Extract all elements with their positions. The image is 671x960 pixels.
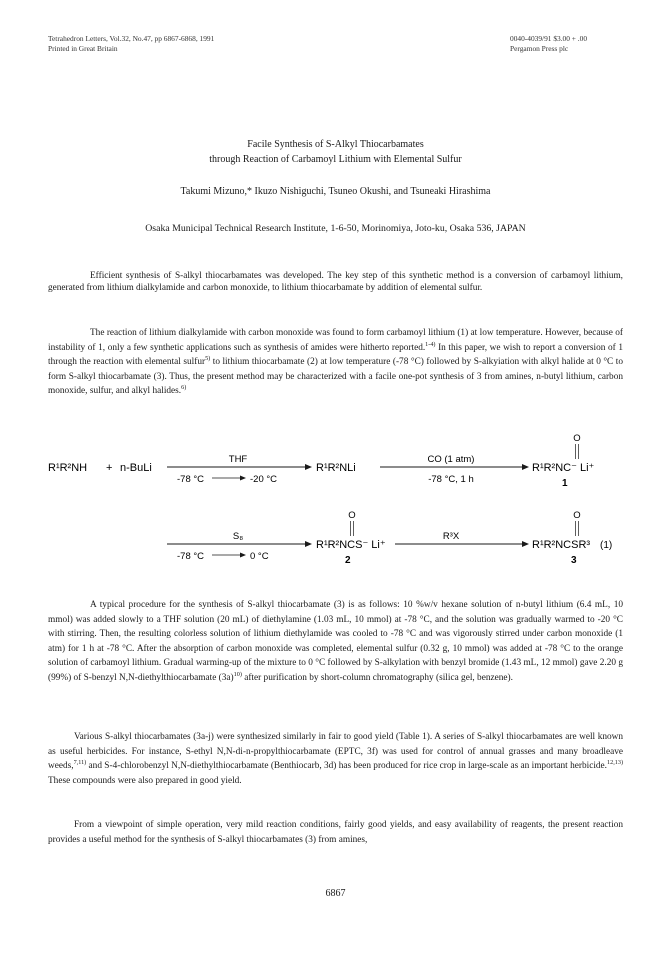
arrow3-reagent: S₈ <box>232 531 244 542</box>
product-s-alkyl-thiocarbamate: R¹R²NCSR³ <box>532 539 591 551</box>
arrow4-head <box>522 541 529 547</box>
arrow3-temp-to: 0 °C <box>250 551 269 562</box>
arrow1-temp-from: -78 °C <box>177 474 205 485</box>
paragraph-conclusion: From a viewpoint of simple operation, very mild reaction conditions, fairly good yields, and easy availability of reagents, the present reaction provides a useful method for the synthesis of S-alkyl thiocarbamates (3) from amines, <box>48 820 623 845</box>
para3-text-b: and S-4-chlorobenzyl N,N-diethylthiocarbamate (Benthiocarb, 3d) has been produced for rice crop in large-scale as an important herbicide. <box>86 761 608 772</box>
arrow1-temp-to: -20 °C <box>250 474 278 485</box>
paragraph-herbicides <box>48 730 623 788</box>
intermediate-amide: R¹R²NLi <box>316 462 356 474</box>
compound-label-2: 2 <box>345 555 351 566</box>
page-number: 6867 <box>325 888 346 899</box>
arrow1-reagent: THF <box>228 454 248 465</box>
product-carbamoyl-lithium: R¹R²NC⁻ Li⁺ <box>532 462 595 474</box>
product-lithium-thiocarbamate: R¹R²NCS⁻ Li⁺ <box>316 539 386 551</box>
carbonyl-o-2: O <box>348 510 356 521</box>
reactant-buli: n-BuLi <box>120 462 152 474</box>
title-line-1: Facile Synthesis of S-Alkyl Thiocarbamates <box>247 139 424 150</box>
ref-12-13: 12,13) <box>607 759 623 767</box>
issn-price <box>510 34 587 54</box>
arrow3-head <box>305 541 312 547</box>
para2-text-a: A typical procedure for the synthesis of S-alkyl thiocarbamate (3) is as follows: 10 %w/v hexane solution of n-butyl lithium (6.4 mL, 10 mmol) was added slowly to a THF solution (20 mL) of diethylamine (1.03 mL, 10 mmol) at -78 °C, and the solution was gradually warmed to -20 °C with stirring. Then, the resulting colorless solution of lithium diethylamide was cooled to -78 °C and was vigorously stirred under carbon monoxide (1 atm) for 1 h at -78 °C. After the absorption of carbon monoxide was completed, elemental sulfur (0.32 g, 10 mmol) was added at -78 °C to the orange solution of carbamoyl lithium. Gradual warming-up of the mixture to 0 °C followed by S-alkylation with benzyl bromide (1.43 mL, 12 mmol) gave 2.20 g (99%) of S-benzyl N,N-diethylthiocarbamate (3a) <box>48 600 623 683</box>
abstract: Efficient synthesis of S-alkyl thiocarbamates was developed. The key step of this synthetic method is a conversion of carbamoyl lithium, generated from lithium dialkylamide and carbon monoxide, to lithium thiocarbamate by addition of elemental sulfur. <box>48 271 623 293</box>
paragraph-intro <box>48 326 623 399</box>
authors: Takumi Mizuno,* Ikuzo Nishiguchi, Tsuneo Okushi, and Tsuneaki Hirashima <box>180 186 491 197</box>
affiliation: Osaka Municipal Technical Research Institute, 1-6-50, Morinomiya, Joto-ku, Osaka 536, JAPAN <box>145 223 526 234</box>
para1-text-b: In this paper, we wish to report a conversion of 1 through the reaction with elemental sulfur <box>48 342 623 368</box>
para1-text-c: to lithium thiocarbamate (2) at low temperature (-78 °C) followed by S-alkyiation with alkyl halide at 0 °C to form S-alkyl thiocarbamate (3). Thus, the present method may be characterized with a facile one-pot synthesis of 3 from amines, n-butyl lithium, carbon monoxide, sulfur, and alkyl halides. <box>48 357 623 397</box>
title-line-2: through Reaction of Carbamoyl Lithium with Elemental Sulfur <box>209 154 462 165</box>
para2-text-b: after purification by short-column chromatography (silica gel, benzene). <box>241 672 513 683</box>
journal-citation <box>48 34 214 54</box>
carbonyl-o-3: O <box>573 510 581 521</box>
arrow3-temp-from: -78 °C <box>177 551 205 562</box>
publisher-line: Pergamon Press plc <box>510 44 569 53</box>
para1-text-a: The reaction of lithium dialkylamide with carbon monoxide was found to form carbamoyl lithium (1) at low temperature. However, because of instability of 1, only a few synthetic applications such as synthesis of amides were hitherto reported. <box>48 328 623 353</box>
arrow2-conditions: -78 °C, 1 h <box>428 474 474 485</box>
reaction-scheme <box>40 432 630 580</box>
ref-5: 5) <box>205 355 211 363</box>
compound-label-3: 3 <box>571 555 577 566</box>
compound-label-1: 1 <box>562 478 568 489</box>
arrow1-head <box>305 464 312 470</box>
arrow2-head <box>522 464 529 470</box>
equation-number: (1) <box>600 540 613 551</box>
para3-text-c: These compounds were also prepared in good yield. <box>48 775 242 786</box>
arrow1-temp-head <box>240 476 246 481</box>
journal-line: Tetrahedron Letters, Vol.32, No.47, pp 6867-6868, 1991 <box>48 34 215 43</box>
printed-line: Printed in Great Britain <box>48 44 118 53</box>
reactant-amine: R¹R²NH <box>48 462 88 474</box>
arrow4-reagent: R³X <box>442 531 460 542</box>
paper-title <box>48 137 623 167</box>
ref-7-11: 7,11) <box>73 759 87 767</box>
para3-text-a: Various S-alkyl thiocarbamates (3a-j) were synthesized similarly in fair to good yield (Table 1). A series of S-alkyl thiocarbamates are well known as useful herbicides. For instance, S-ethyl N,N-di-n-propylthiocarbamate (EPTC, 3f) was used for control of annual grasses and many broadleave weeds, <box>48 732 623 772</box>
ref-10: 10) <box>233 670 242 678</box>
paragraph-procedure <box>48 598 623 686</box>
code-line: 0040-4039/91 $3.00 + .00 <box>510 34 588 43</box>
ref-1-4: 1-4) <box>425 340 436 348</box>
arrow2-reagent: CO (1 atm) <box>427 454 475 465</box>
ref-6: 6) <box>181 384 187 392</box>
arrow3-temp-head <box>240 553 246 558</box>
carbonyl-o-1: O <box>573 433 581 444</box>
plus-sign: + <box>106 462 113 474</box>
